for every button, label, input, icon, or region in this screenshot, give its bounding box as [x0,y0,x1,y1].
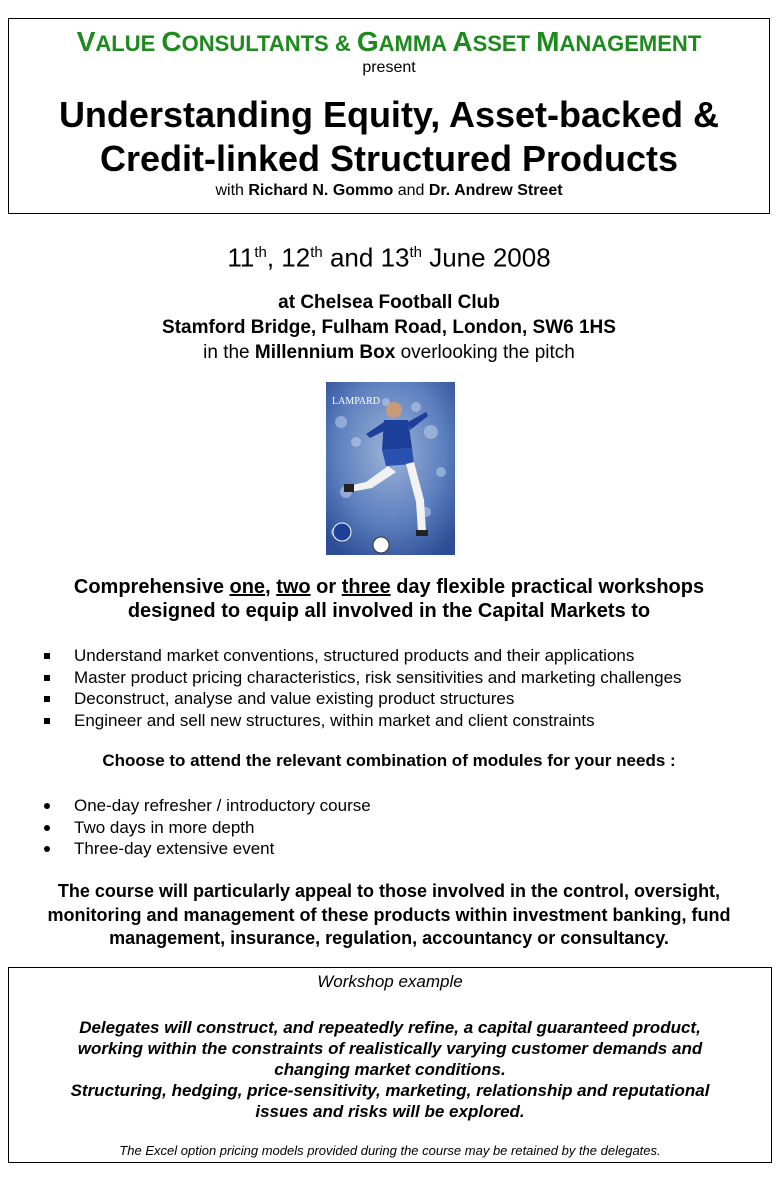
square-bullet-icon [44,653,50,659]
date-month-year: June 2008 [422,242,551,273]
org-text: ANAGEMENT [559,31,702,56]
workshop-line: changing market conditions. [274,1060,506,1079]
venue-line1: at Chelsea Football Club [278,292,500,313]
list-item [44,667,682,689]
intro-line1 [0,575,778,599]
org-text: SSET [472,31,537,56]
venue-text: in the [203,342,255,363]
football-player-photo [326,382,455,555]
intro-line2: designed to equip all involved in the Capital Markets to [127,600,651,622]
header-box [8,18,770,214]
intro-text: day flexible practical workshops [390,576,705,598]
org-initial: G [356,26,379,57]
photo-caption: LAMPARD [332,396,380,407]
date-separator: and [322,242,381,273]
workshop-line: working within the constraints of realistically varying customer demands and [77,1039,703,1058]
round-bullet-icon [44,803,50,809]
objectives-list [44,645,682,731]
list-item-text: Understand market conventions, structured products and their applications [74,646,635,665]
square-bullet-icon [44,696,50,702]
workshop-intro [0,575,778,623]
round-bullet-icon [44,825,50,831]
course-title [9,93,769,181]
org-text: AMMA [378,31,453,56]
list-item-text: One-day refresher / introductory course [74,796,371,815]
list-item-text: Three-day extensive event [74,839,275,858]
org-initial: V [76,26,96,57]
course-title-line2: Credit-linked Structured Products [99,138,679,179]
org-text: ONSULTANTS & [181,31,357,56]
workshop-line: Structuring, hedging, price-sensitivity, marketing, relationship and reputational [70,1081,710,1100]
list-item [44,710,682,732]
list-item [44,688,682,710]
workshop-line: issues and risks will be explored. [255,1102,525,1121]
venue-box-name: Millennium Box [254,342,396,363]
course-title-line1: Understanding Equity, Asset-backed & [58,94,720,135]
intro-option: one [229,576,266,598]
audience-line: monitoring and management of these products within investment banking, fund [47,904,731,925]
org-text: ALUE [95,31,162,56]
audience-statement [20,880,758,951]
intro-text: Comprehensive [73,576,230,598]
with-label: with [215,182,244,199]
intro-text: or [310,576,342,598]
excel-models-note: The Excel option pricing models provided during the course may be retained by the delegates. [119,1143,661,1158]
presenters-line [9,181,769,201]
list-item-text: Master product pricing characteristics, risk sensitivities and marketing challenges [74,667,682,687]
event-dates [0,236,778,275]
list-item [44,838,371,860]
presenter-name: Dr. Andrew Street [428,182,563,199]
workshop-example-box [8,967,772,1163]
list-item-text: Deconstruct, analyse and value existing product structures [74,689,515,708]
date-separator: , [266,242,282,273]
and-label: and [397,182,425,199]
list-item-text: Two days in more depth [74,817,255,837]
options-list [44,795,371,860]
org-initial: M [536,26,560,57]
intro-text: , [265,576,277,598]
modules-heading: Choose to attend the relevant combination of modules for your needs : [102,751,676,770]
audience-line: The course will particularly appeal to those involved in the control, oversight, [57,881,721,901]
venue-address: Stamford Bridge, Fulham Road, London, SW6 1HS [162,317,616,338]
workshop-example-body [9,1017,771,1122]
date-day: 12 [281,242,311,273]
venue-block [0,290,778,365]
list-item [44,817,371,839]
date-day: 13 [380,242,410,273]
list-item-text: Engineer and sell new structures, within market and client constraints [74,710,595,730]
date-suffix: th [409,244,422,261]
intro-option: three [341,576,391,598]
list-item [44,645,682,667]
audience-line: management, insurance, regulation, accountancy or consultancy. [109,928,669,948]
present-label: present [362,59,416,76]
square-bullet-icon [44,718,50,724]
list-item [44,795,371,817]
date-suffix: th [310,244,323,261]
org-initial: C [161,26,182,57]
date-day: 11 [227,242,255,273]
workshop-line: Delegates will construct, and repeatedly refine, a capital guaranteed product, [79,1018,701,1037]
organisers-heading [9,27,769,59]
intro-option: two [276,576,311,598]
org-initial: A [452,26,473,57]
square-bullet-icon [44,675,50,681]
venue-text: overlooking the pitch [395,342,575,363]
venue-line3 [0,340,778,365]
workshop-example-title: Workshop example [317,972,463,991]
presenter-name: Richard N. Gommo [248,182,394,199]
player-illustration [326,382,455,555]
round-bullet-icon [44,846,50,852]
date-suffix: th [254,244,267,261]
